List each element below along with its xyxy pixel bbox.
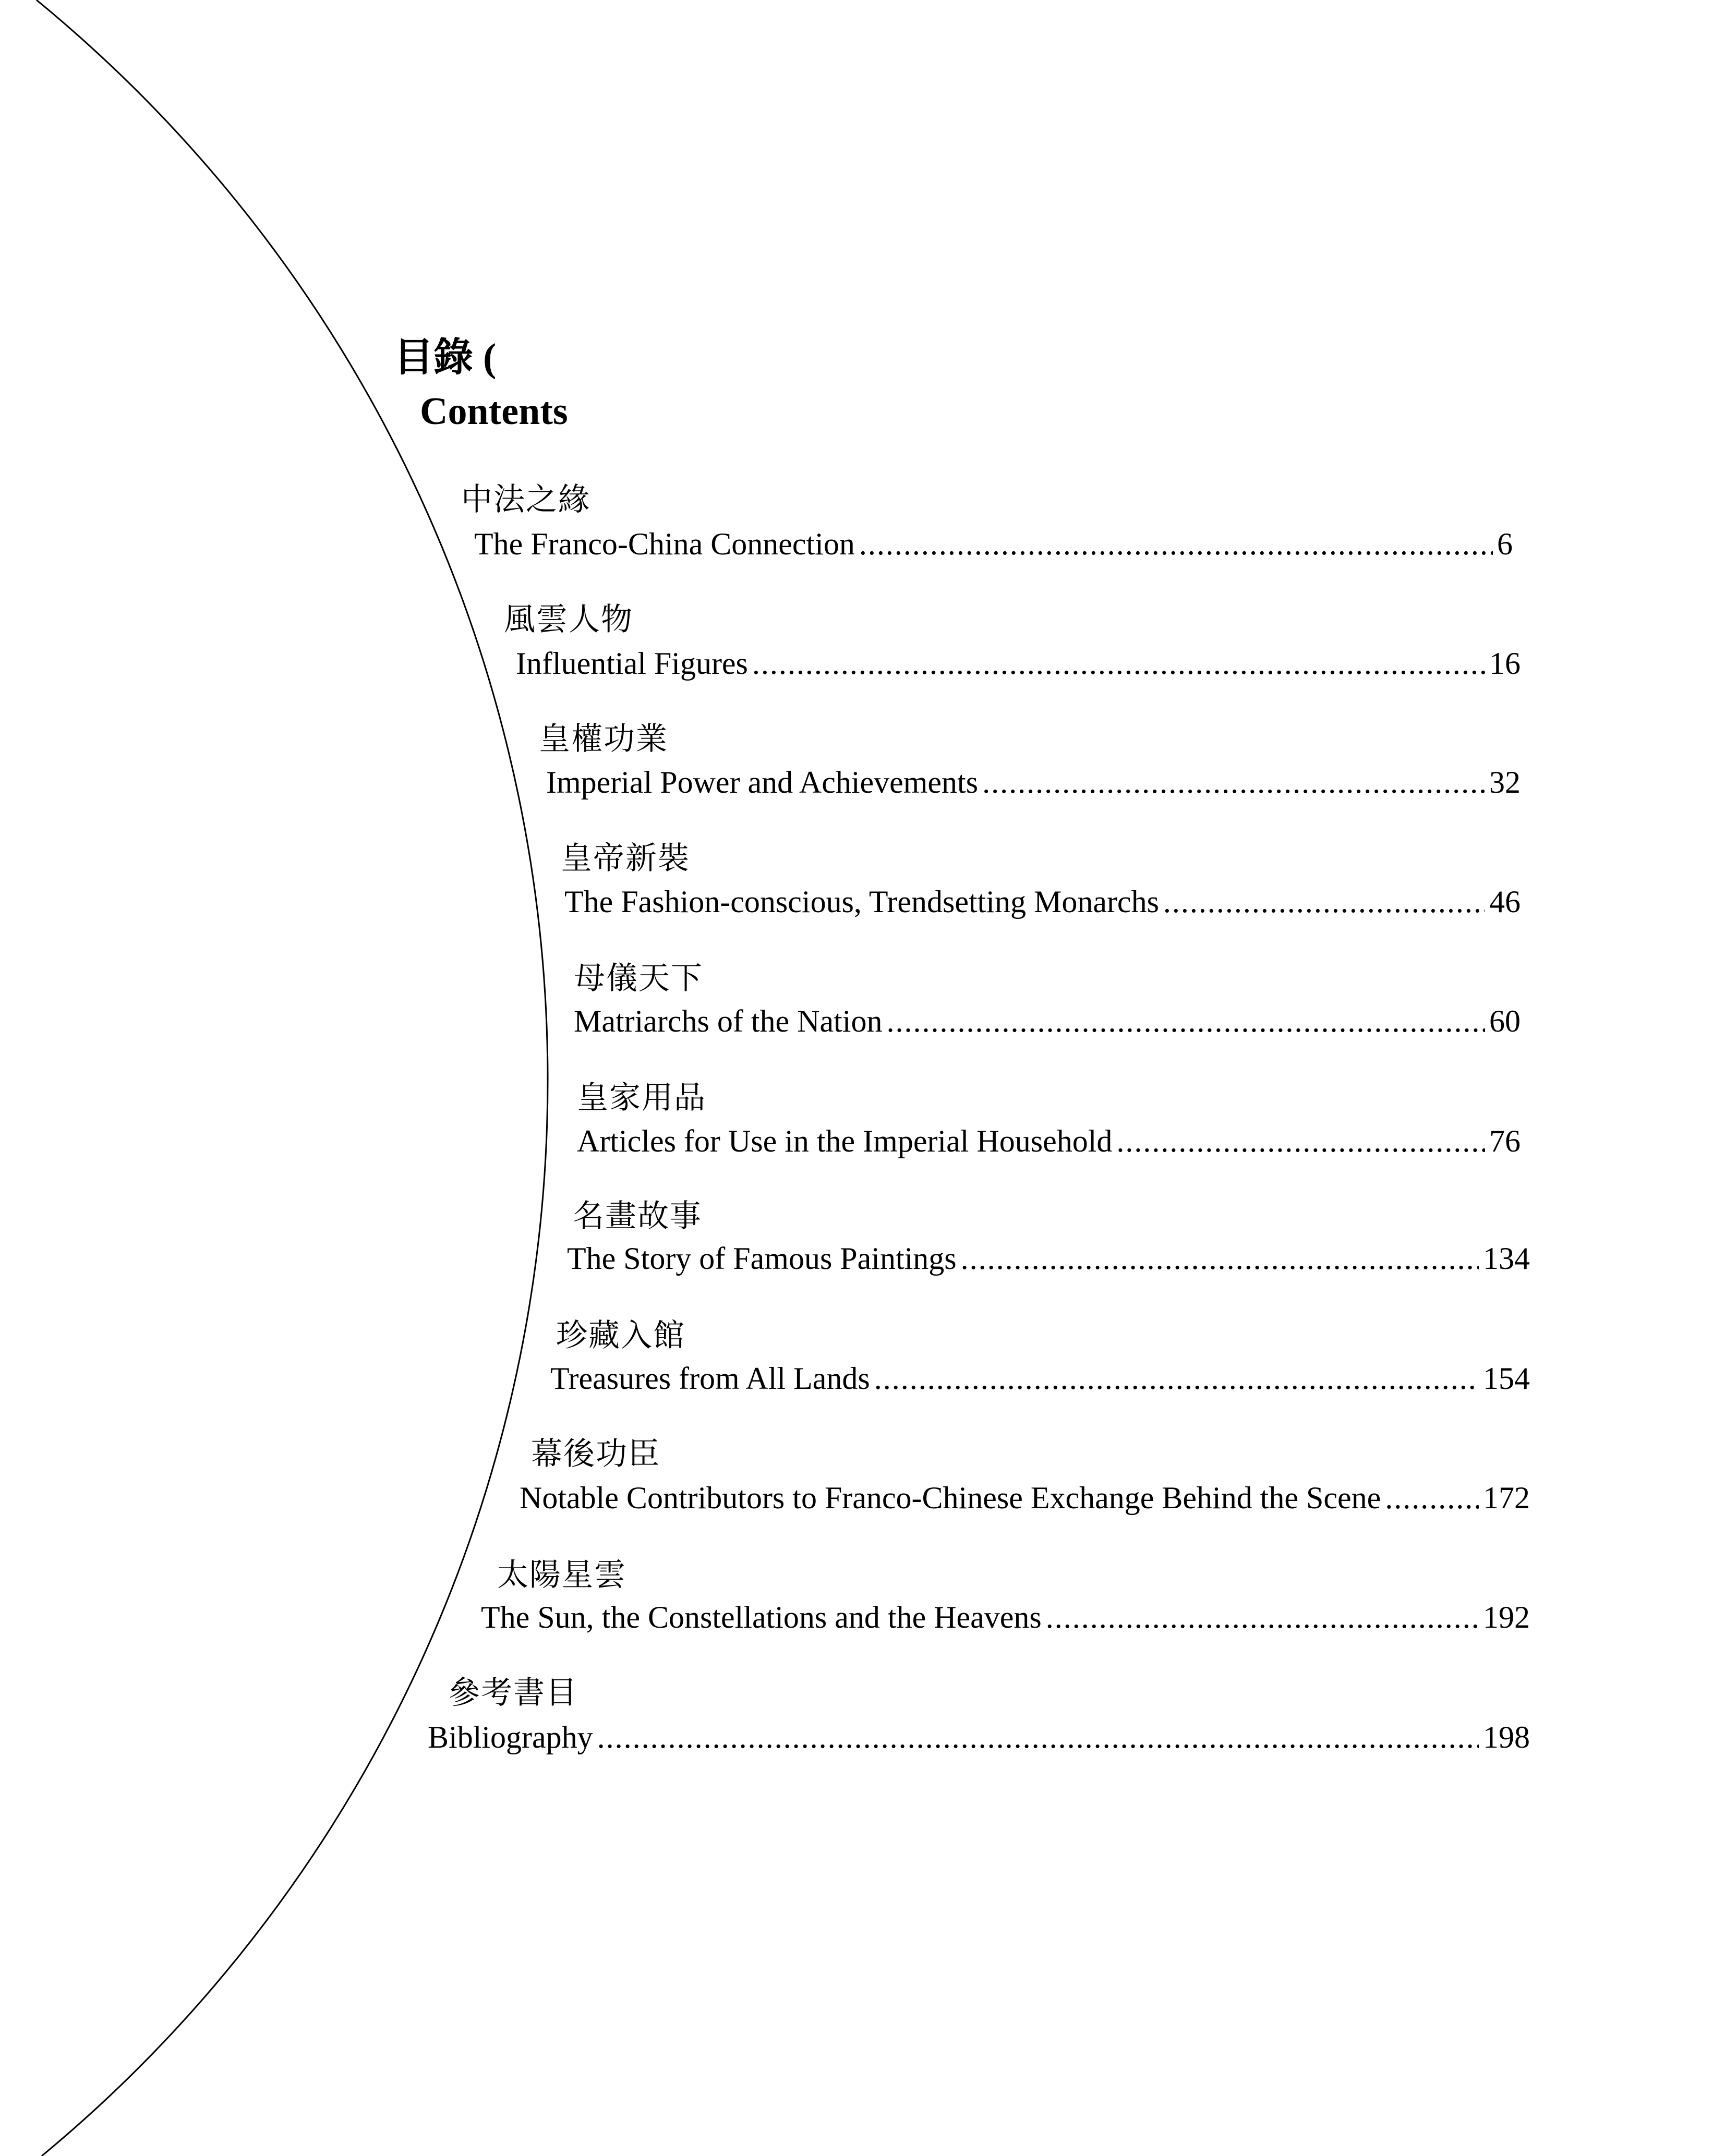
toc-entry-4-chinese-title: 皇帝新裝 <box>561 841 690 876</box>
toc-entry-6-title: Articles for Use in the Imperial Household <box>577 1124 1113 1158</box>
dot-leader <box>961 1243 1479 1274</box>
dot-leader <box>886 1006 1485 1037</box>
toc-entry-7-page-number: 134 <box>1483 1241 1530 1276</box>
toc-entry-7-title: The Story of Famous Paintings <box>567 1241 957 1276</box>
toc-entry-3-page-number: 32 <box>1489 765 1521 800</box>
toc-entry-11[interactable] <box>428 1722 1530 1753</box>
dot-leader <box>874 1363 1479 1394</box>
toc-entry-8-page-number: 154 <box>1483 1361 1530 1396</box>
toc-entry-2[interactable] <box>516 648 1521 679</box>
toc-entry-2-chinese-title: 風雲人物 <box>504 602 633 637</box>
toc-entry-2-title: Influential Figures <box>516 646 748 681</box>
dot-leader <box>752 648 1485 679</box>
toc-entry-10-chinese-title: 太陽星雲 <box>497 1558 626 1592</box>
toc-entry-5-title: Matriarchs of the Nation <box>574 1004 883 1038</box>
toc-entry-7[interactable] <box>567 1243 1530 1274</box>
dot-leader <box>859 528 1493 560</box>
dot-leader <box>1385 1482 1479 1513</box>
toc-entry-11-title: Bibliography <box>428 1720 593 1754</box>
toc-entry-8-title: Treasures from All Lands <box>550 1361 870 1396</box>
toc-entry-3[interactable] <box>546 767 1521 798</box>
page-title-english: Contents <box>420 390 568 433</box>
toc-entry-7-chinese-title: 名畫故事 <box>573 1199 702 1233</box>
dot-leader <box>1046 1602 1479 1633</box>
toc-entry-5[interactable] <box>574 1006 1521 1037</box>
toc-entry-6-page-number: 76 <box>1489 1124 1521 1158</box>
toc-entry-8[interactable] <box>550 1363 1530 1394</box>
toc-entry-6-chinese-title: 皇家用品 <box>577 1081 706 1115</box>
toc-entry-1[interactable] <box>474 528 1513 560</box>
toc-entry-10-page-number: 192 <box>1483 1600 1530 1634</box>
toc-entry-11-page-number: 198 <box>1483 1720 1530 1754</box>
toc-entry-5-chinese-title: 母儀天下 <box>574 961 703 996</box>
toc-entry-5-page-number: 60 <box>1489 1004 1521 1038</box>
toc-entry-6[interactable] <box>577 1125 1521 1157</box>
dot-leader <box>1163 886 1485 917</box>
toc-entry-4-title: The Fashion-conscious, Trendsetting Monarchs <box>564 885 1159 919</box>
dot-leader <box>1116 1125 1485 1157</box>
toc-entry-3-title: Imperial Power and Achievements <box>546 765 979 800</box>
toc-entry-2-page-number: 16 <box>1489 646 1521 681</box>
page-title-chinese: 目錄 ( <box>394 336 497 380</box>
toc-entry-4[interactable] <box>564 886 1521 917</box>
toc-entry-9-chinese-title: 幕後功臣 <box>531 1437 660 1471</box>
toc-entry-9-page-number: 172 <box>1483 1481 1530 1515</box>
toc-entry-9-title: Notable Contributors to Franco-Chinese Exchange Behind the Scene <box>520 1481 1381 1515</box>
toc-entry-1-chinese-title: 中法之緣 <box>461 482 590 517</box>
toc-entry-8-chinese-title: 珍藏入館 <box>556 1318 685 1353</box>
dot-leader <box>597 1722 1479 1753</box>
toc-entry-1-page-number: 6 <box>1497 527 1513 561</box>
toc-entry-11-chinese-title: 參考書目 <box>449 1676 578 1710</box>
toc-entry-9[interactable] <box>520 1482 1530 1513</box>
toc-entry-3-chinese-title: 皇權功業 <box>539 722 668 756</box>
toc-entry-10-title: The Sun, the Constellations and the Heavens <box>481 1600 1042 1634</box>
dot-leader <box>982 767 1485 798</box>
toc-entry-10[interactable] <box>481 1602 1530 1633</box>
toc-entry-1-title: The Franco-China Connection <box>474 527 855 561</box>
toc-entry-4-page-number: 46 <box>1489 885 1521 919</box>
